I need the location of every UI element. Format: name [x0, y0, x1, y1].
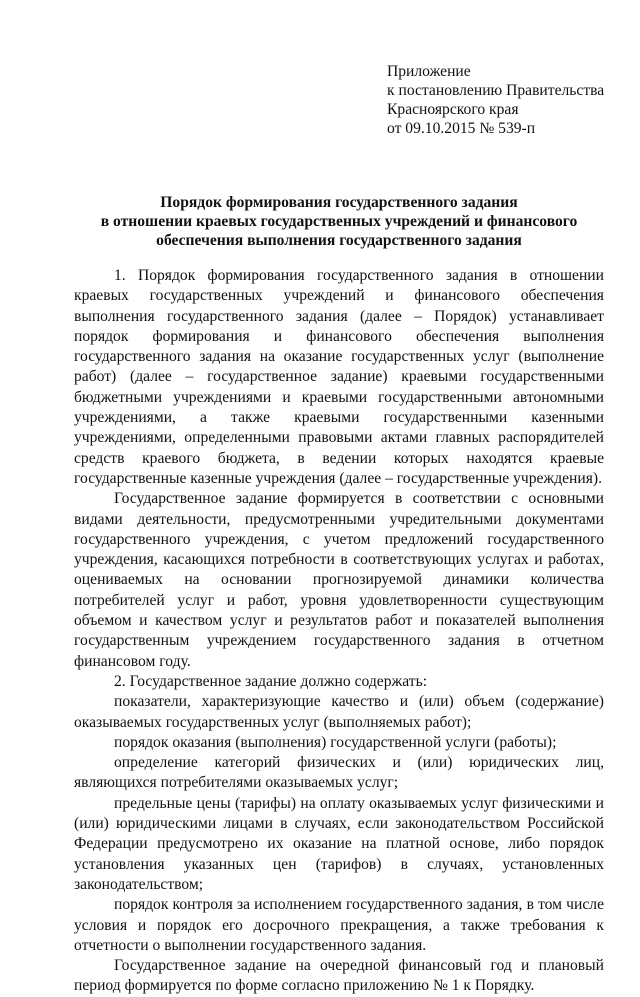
paragraph: определение категорий физических и (или) юридических лиц, являющихся потребителями оказываемых услуг;: [74, 754, 604, 792]
paragraph: показатели, характеризующие качество и (или) объем (содержание) оказываемых государственных услуг (выполняемых работ);: [74, 693, 604, 731]
header-line: к постановлению Правительства: [387, 82, 605, 99]
title-line: в отношении краевых государственных учреждений и финансового: [100, 213, 578, 230]
title-line: Порядок формирования государственного задания: [160, 194, 518, 211]
paragraph: предельные цены (тарифы) на оплату оказываемых услуг физическими и (или) юридическими лицами в случаях, если законодательством Российской Федерации предусмотрено их оказание на платной основе, либо порядок установления указанных цен (тарифов) в случаях, установленных законодательством;: [74, 794, 604, 893]
paragraph: 2. Государственное задание должно содержать:: [114, 672, 428, 690]
header-line: Красноярского края: [387, 101, 519, 118]
document-body: [74, 266, 604, 997]
paragraph: 1. Порядок формирования государственного задания в отношении краевых государственных учреждений и финансового обеспечения выполнения государственного задания (далее – Порядок) устанавливает порядок формирования и финансового обеспечения выполнения государственного задания на оказание государственных услуг (выполнение работ) (далее – государственное задание) краевыми государственными бюджетными учреждениями и краевыми государственными автономными учреждениями, а также краевыми государственными казенными учреждениями, определенными правовыми актами главных распорядителей средств краевого бюджета, в ведении которых находятся краевые государственные казенные учреждения (далее – государственные учреждения).: [74, 267, 604, 487]
title-line: обеспечения выполнения государственного задания: [156, 232, 522, 249]
paragraph: Государственное задание на очередной финансовый год и плановый период формируется по форме согласно приложению № 1 к Порядку.: [74, 957, 604, 995]
paragraph: порядок контроля за исполнением государственного задания, в том числе условия и порядок его досрочного прекращения, а также требования к отчетности о выполнении государственного задания.: [74, 896, 604, 954]
paragraph: порядок оказания (выполнения) государственной услуги (работы);: [114, 733, 557, 751]
header-line: от 09.10.2015 № 539-п: [387, 120, 536, 137]
header-line: Приложение: [387, 63, 471, 80]
paragraph: Государственное задание формируется в соответствии с основными видами деятельности, предусмотренными учредительными документами государственного учреждения, с учетом предложений государственного учреждения, касающихся потребности в соответствующих услугах и работах, оцениваемых на основании прогнозируемой динамики количества потребителей услуг и работ, уровня удовлетворенности существующим объемом и качеством услуг и результатов работ и показателей выполнения государственным учреждением государственного задания в отчетном финансовом году.: [74, 490, 604, 670]
document-title: [74, 193, 604, 250]
appendix-header: [387, 62, 604, 138]
